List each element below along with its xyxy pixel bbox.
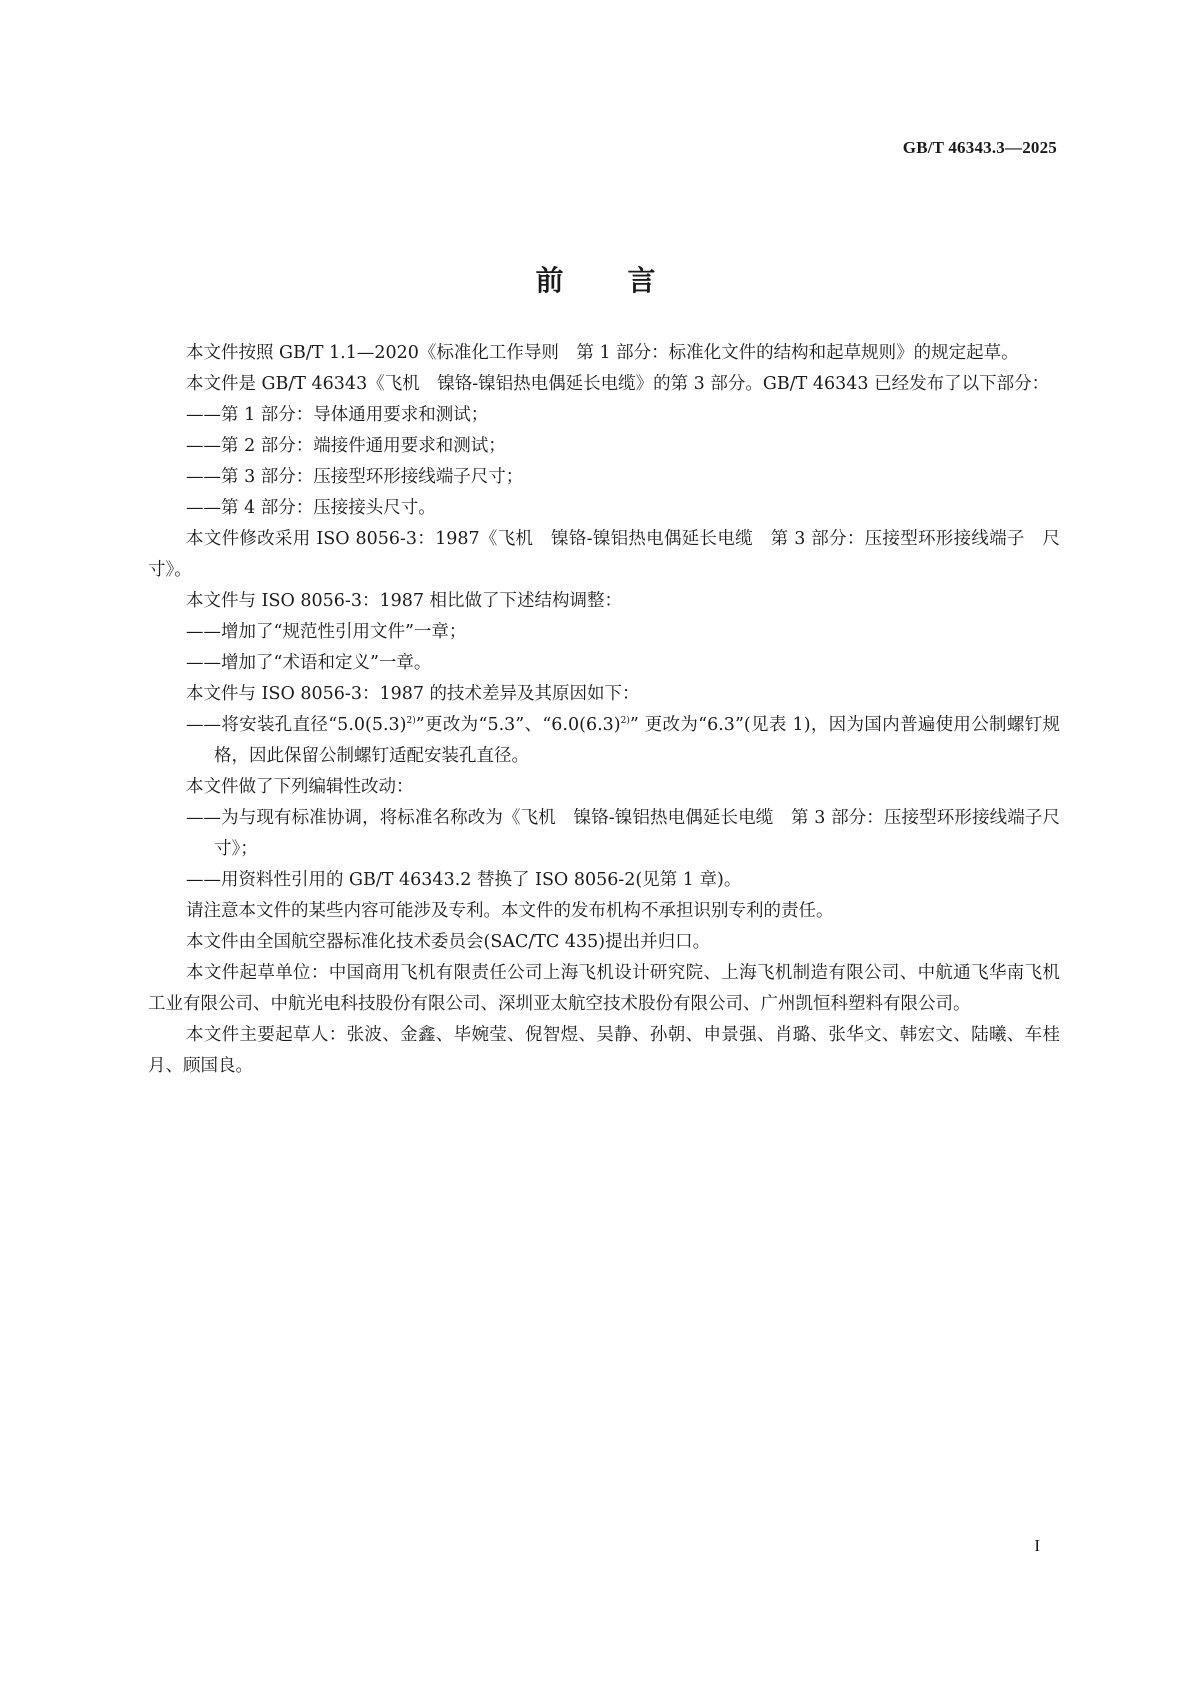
list-item-editorial-1: ——为与现有标准协调，将标准名称改为《飞机 镍铬-镍铝热电偶延长电缆 第 3 部分：压接型环形接线端子尺寸》；	[186, 808, 1060, 859]
footnote-ref-2: 2)	[620, 716, 630, 727]
paragraph-drafters: 本文件主要起草人：张波、金鑫、毕婉莹、倪智煜、吴静、孙朝、申景强、肖璐、张华文、韩宏文、陆曦、车桂月、顾国良。	[148, 1025, 1060, 1076]
page-number: I	[1034, 1536, 1040, 1555]
list-item-part-3: ——第 3 部分：压接型环形接线端子尺寸；	[186, 467, 524, 487]
list-item-part-1: ——第 1 部分：导体通用要求和测试；	[186, 405, 489, 425]
tech-diff-text-1: ——将安装孔直径“5.0(5.3)	[186, 715, 407, 735]
tech-diff-text-3: ” 更改为“6.3”(见表 1)，因为国内普遍使用公制螺钉规格，因此保留公制螺钉适配安装孔直径。	[214, 715, 1061, 766]
paragraph-adoption: 本文件修改采用 ISO 8056-3：1987《飞机 镍铬-镍铝热电偶延长电缆 第 3 部分：压接型环形接线端子 尺寸》。	[148, 529, 1060, 580]
list-item-structure-2: ——增加了“术语和定义”一章。	[186, 653, 432, 673]
paragraph-editorial: 本文件做了下列编辑性改动：	[186, 777, 414, 797]
standard-code: GB/T 46343.3—2025	[902, 138, 1057, 157]
foreword-body	[148, 338, 1060, 1082]
paragraph-committee: 本文件由全国航空器标准化技术委员会(SAC/TC 435)提出并归口。	[186, 932, 711, 952]
list-item-part-2: ——第 2 部分：端接件通用要求和测试；	[186, 436, 506, 456]
list-item-tech-difference	[148, 710, 1060, 772]
paragraph-patent-notice: 请注意本文件的某些内容可能涉及专利。本文件的发布机构不承担识别专利的责任。	[186, 901, 834, 921]
page-title: 前言	[535, 263, 720, 297]
tech-diff-text-2: ”更改为“5.3”、“6.0(6.3)	[415, 715, 621, 735]
list-item-structure-1: ——增加了“规范性引用文件”一章；	[186, 622, 467, 642]
list-item-part-4: ——第 4 部分：压接接头尺寸。	[186, 498, 436, 518]
paragraph-structure: 本文件与 ISO 8056-3：1987 相比做了下述结构调整：	[186, 591, 623, 611]
footnote-ref-1: 2)	[406, 716, 416, 727]
paragraph-tech-differences: 本文件与 ISO 8056-3：1987 的技术差异及其原因如下：	[186, 684, 640, 704]
paragraph-drafting-units: 本文件起草单位：中国商用飞机有限责任公司上海飞机设计研究院、上海飞机制造有限公司、中航通飞华南飞机工业有限公司、中航光电科技股份有限公司、深圳亚太航空技术股份有限公司、广州凯恒科塑料有限公司。	[148, 963, 1060, 1014]
list-item-editorial-2: ——用资料性引用的 GB/T 46343.2 替换了 ISO 8056-2(见第 1 章)。	[186, 870, 742, 890]
paragraph-series: 本文件是 GB/T 46343《飞机 镍铬-镍铝热电偶延长电缆》的第 3 部分。GB/T 46343 已经发布了以下部分：	[186, 374, 1050, 394]
paragraph-basis: 本文件按照 GB/T 1.1—2020《标准化工作导则 第 1 部分：标准化文件的结构和起草规则》的规定起草。	[186, 343, 1019, 363]
